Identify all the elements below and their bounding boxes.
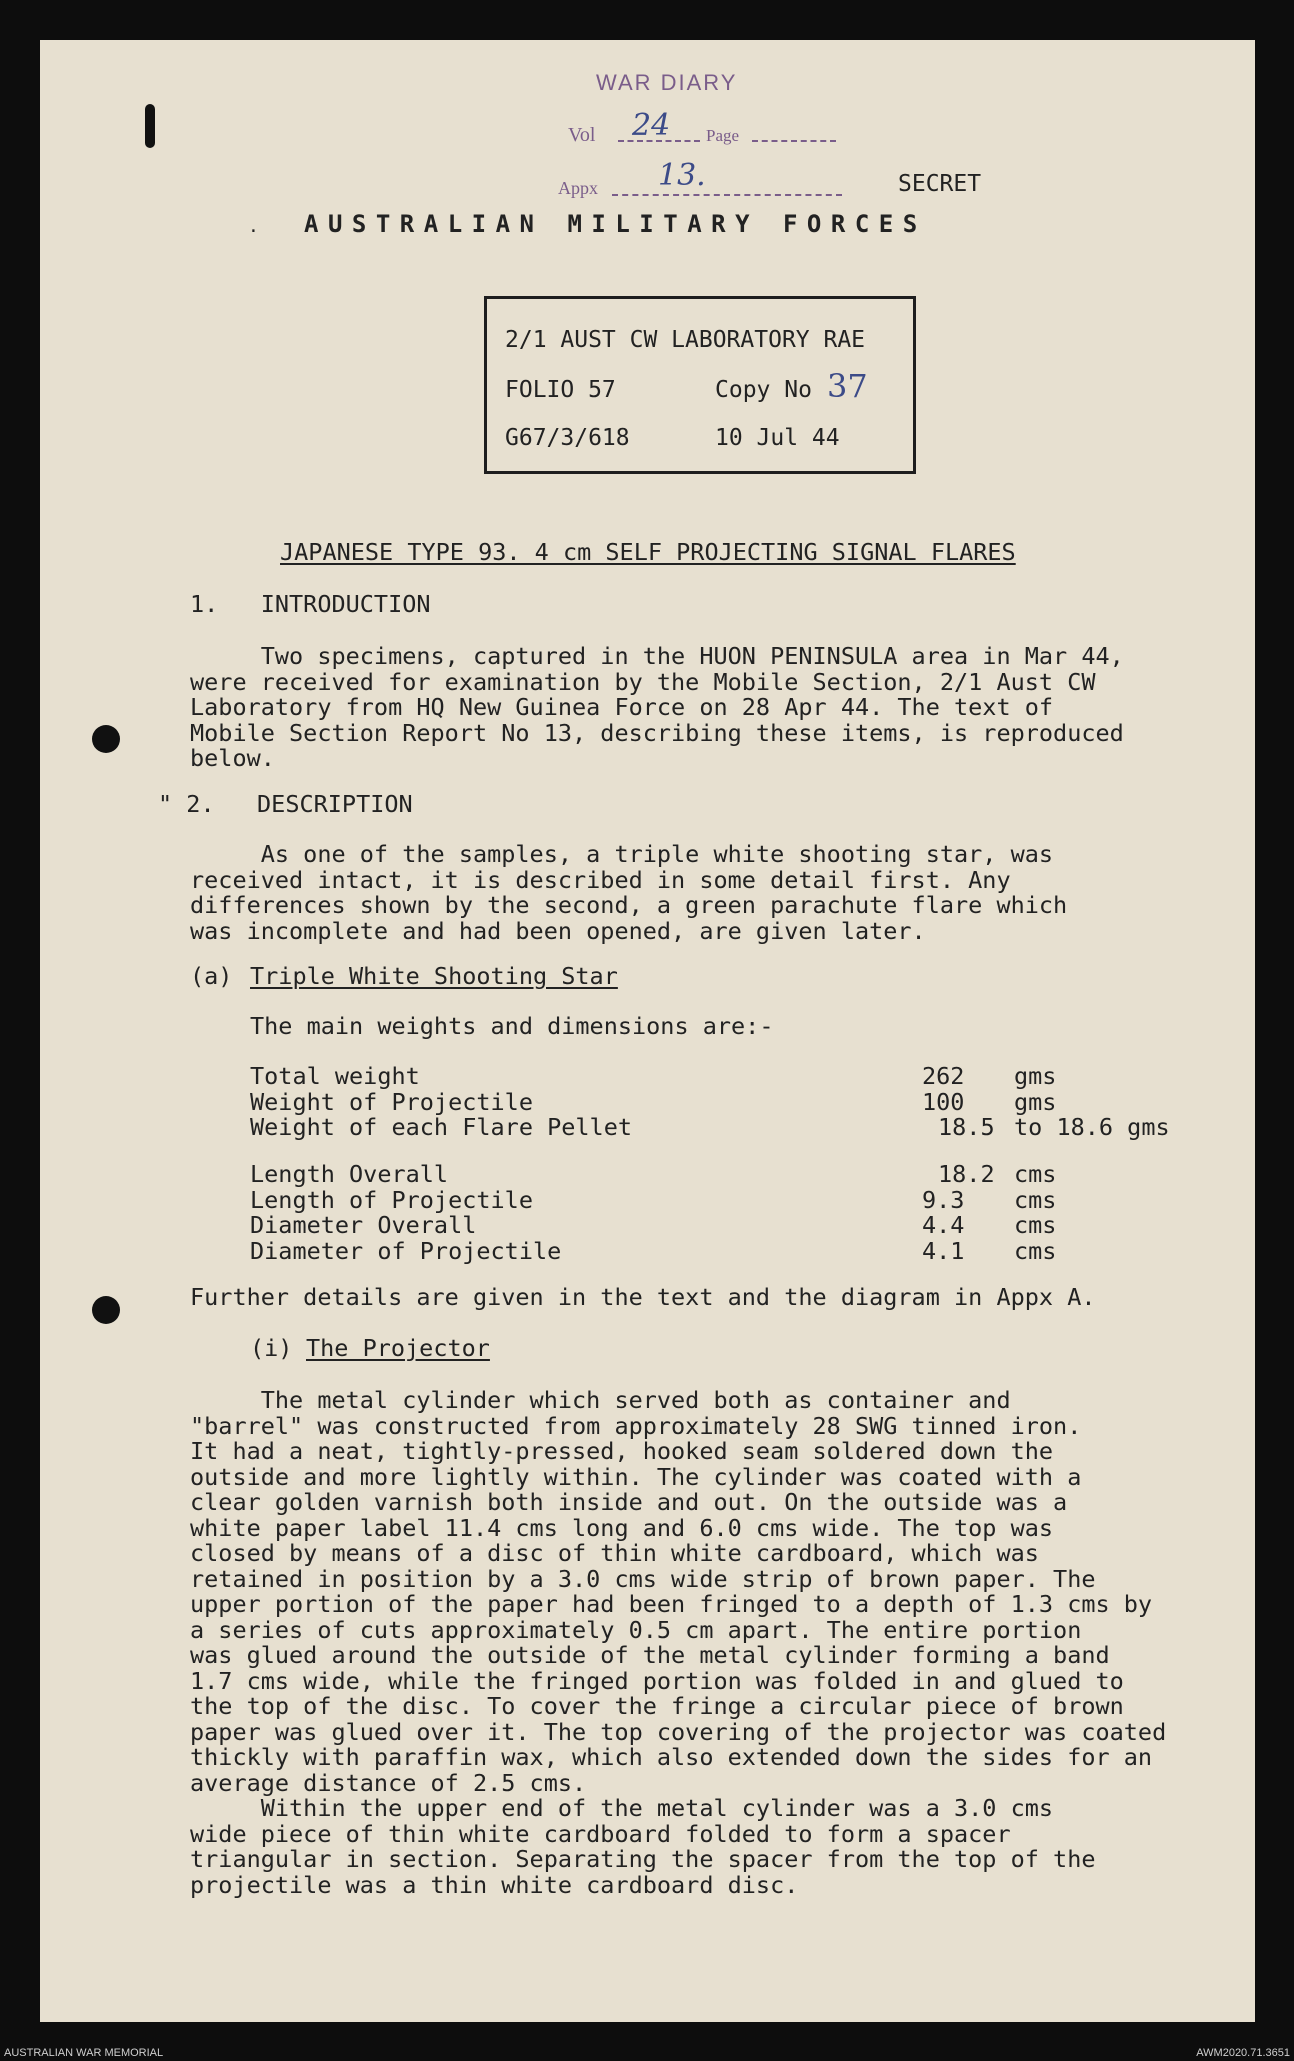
- folio-number: FOLIO 57: [505, 377, 616, 403]
- measurement-value: 9.3: [922, 1185, 965, 1214]
- measurement-unit: gms: [1014, 1062, 1057, 1090]
- subsection-i-label: (i): [250, 1334, 293, 1362]
- measurement-name: Length of Projectile: [250, 1185, 533, 1214]
- measurement-unit: gms: [1014, 1087, 1057, 1116]
- measurement-name: Weight of each Flare Pellet: [250, 1113, 633, 1141]
- measurement-name: Total weight: [250, 1062, 420, 1090]
- text-line: white paper label 11.4 cms long and 6.0 cms wide. The top was: [190, 1513, 1054, 1542]
- subsection-a-title: Triple White Shooting Star: [250, 962, 618, 990]
- measurement-name: Weight of Projectile: [250, 1087, 533, 1116]
- subsection-i-title: The Projector: [306, 1334, 490, 1362]
- vol-label: Vol: [568, 124, 596, 146]
- measurement-unit: cms: [1014, 1160, 1057, 1188]
- measurement-unit: cms: [1014, 1185, 1057, 1214]
- main-heading: AUSTRALIAN MILITARY FORCES: [304, 210, 927, 238]
- document-title: JAPANESE TYPE 93. 4 cm SELF PROJECTING SIGNAL FLARES: [280, 538, 1016, 566]
- text-line: The metal cylinder which served both as container and: [190, 1386, 1011, 1414]
- section-2-heading: " 2. DESCRIPTION: [158, 790, 413, 818]
- measurement-name: Length Overall: [250, 1160, 449, 1188]
- folio-box: [484, 296, 916, 474]
- vol-dash-line: [618, 140, 700, 142]
- text-line: average distance of 2.5 cms.: [190, 1768, 587, 1797]
- text-line: outside and more lightly within. The cylinder was coated with a: [190, 1462, 1082, 1491]
- text-line: As one of the samples, a triple white shooting star, was: [190, 840, 1054, 868]
- measurement-unit: cms: [1014, 1236, 1057, 1265]
- page-dash-line: [752, 140, 836, 142]
- text-line: a series of cuts approximately 0.5 cm apart. The entire portion: [190, 1615, 1082, 1644]
- footer-right: AWM2020.71.3651: [1196, 2047, 1290, 2059]
- measurement-value: 100: [922, 1087, 965, 1116]
- section-2-body: [190, 842, 1067, 944]
- heading-dot: .: [248, 216, 259, 237]
- measurement-unit: cms: [1014, 1211, 1057, 1239]
- text-line: was glued around the outside of the metal cylinder forming a band: [190, 1641, 1110, 1669]
- appx-dash-line: [612, 194, 842, 196]
- text-line: It had a neat, tightly-pressed, hooked seam soldered down the: [190, 1437, 1054, 1465]
- text-line: were received for examination by the Mobile Section, 2/1 Aust CW: [190, 667, 1096, 696]
- text-line: wide piece of thin white cardboard folded to form a spacer: [190, 1819, 1011, 1848]
- folio-date: 10 Jul 44: [715, 425, 840, 451]
- subsection-a-intro: The main weights and dimensions are:-: [250, 1012, 774, 1040]
- measurement-name: Diameter Overall: [250, 1211, 477, 1239]
- copy-number: 37: [827, 367, 868, 405]
- section-1-heading: 1. INTRODUCTION: [190, 590, 431, 618]
- appx-label: Appx: [558, 178, 598, 198]
- vol-value: 24: [632, 108, 671, 143]
- measurement-unit: to 18.6 gms: [1014, 1113, 1170, 1141]
- folio-unit: 2/1 AUST CW LABORATORY RAE: [505, 327, 866, 353]
- measurement-name: Diameter of Projectile: [250, 1236, 562, 1265]
- text-line: below.: [190, 744, 275, 772]
- text-line: "barrel" was constructed from approximately 28 SWG tinned iron.: [190, 1411, 1082, 1440]
- text-line: Laboratory from HQ New Guinea Force on 28 Apr 44. The text of: [190, 693, 1054, 721]
- measurement-value: 4.4: [922, 1211, 965, 1239]
- subsection-i-body: [190, 1388, 1166, 1898]
- binder-slot-mark: [145, 104, 155, 148]
- text-line: Mobile Section Report No 13, describing these items, is reproduced: [190, 718, 1124, 747]
- text-line: the top of the disc. To cover the fringe a circular piece of brown: [190, 1692, 1124, 1720]
- footer-left: AUSTRALIAN WAR MEMORIAL: [4, 2047, 164, 2059]
- measurement-value: 4.1: [922, 1236, 965, 1265]
- text-line: differences shown by the second, a green parachute flare which: [190, 891, 1068, 919]
- text-line: triangular in section. Separating the spacer from the top of the: [190, 1845, 1096, 1873]
- text-line: closed by means of a disc of thin white cardboard, which was: [190, 1539, 1039, 1567]
- war-diary-stamp-title: WAR DIARY: [596, 70, 738, 95]
- punch-hole-bottom: [92, 1296, 120, 1324]
- text-line: thickly with paraffin wax, which also extended down the sides for an: [190, 1743, 1153, 1771]
- text-line: Two specimens, captured in the HUON PENINSULA area in Mar 44,: [190, 642, 1124, 670]
- text-line: retained in position by a 3.0 cms wide strip of brown paper. The: [190, 1564, 1096, 1593]
- further-details: Further details are given in the text and the diagram in Appx A.: [190, 1283, 1096, 1311]
- text-line: upper portion of the paper had been fringed to a depth of 1.3 cms by: [190, 1590, 1153, 1618]
- appx-value: 13.: [658, 158, 706, 193]
- copy-label: Copy No: [715, 377, 812, 403]
- text-line: was incomplete and had been opened, are given later.: [190, 916, 926, 945]
- text-line: received intact, it is described in some detail first. Any: [190, 865, 1011, 894]
- measurement-value: 262: [922, 1062, 965, 1090]
- page-label: Page: [706, 126, 740, 145]
- text-line: paper was glued over it. The top covering of the projector was coated: [190, 1717, 1167, 1746]
- text-line: clear golden varnish both inside and out. On the outside was a: [190, 1488, 1068, 1516]
- folio-ref: G67/3/618: [505, 425, 630, 451]
- document-page: [40, 40, 1255, 2022]
- text-line: projectile was a thin white cardboard disc.: [190, 1870, 799, 1899]
- subsection-a-label: (a): [190, 962, 233, 990]
- text-line: Within the upper end of the metal cylinder was a 3.0 cms: [190, 1794, 1054, 1822]
- measurement-value: 18.2: [938, 1160, 995, 1188]
- section-1-body: [190, 644, 1124, 772]
- text-line: 1.7 cms wide, while the fringed portion was folded in and glued to: [190, 1666, 1124, 1695]
- measurement-value: 18.5: [938, 1113, 995, 1141]
- punch-hole-top: [92, 725, 120, 753]
- classification: SECRET: [898, 171, 982, 197]
